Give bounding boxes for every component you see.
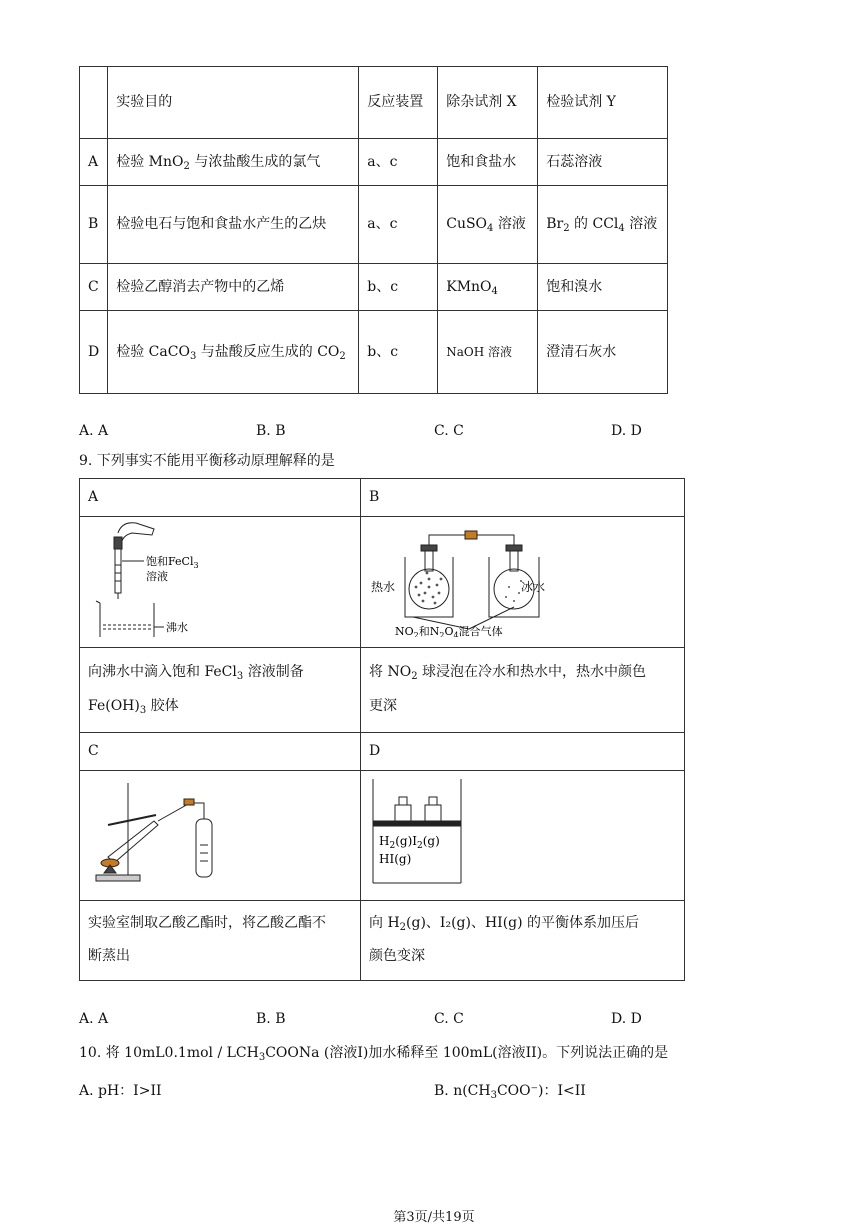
page-footer: 第3页/共19页 <box>393 1210 475 1225</box>
option-a[interactable]: A. A <box>79 1011 109 1027</box>
header-cell: 实验目的 <box>108 67 359 139</box>
desc-b: 将 $NO_2$ 球浸泡在冷水和热水中，热水中颜色 更深 <box>361 647 685 732</box>
option-b[interactable]: B. B <box>256 423 286 439</box>
gas-label-line1: $H_2(g)I_2(g)$ <box>379 834 440 852</box>
ice-water-label: 冰水 <box>521 580 546 594</box>
figure-d-cell <box>361 770 685 900</box>
header-cell: 检验试剂 Y <box>538 67 668 139</box>
cell-label-d: D <box>361 732 685 770</box>
reagent-table <box>79 66 668 394</box>
figure-c-cell <box>80 770 361 900</box>
question-9-table <box>79 478 685 981</box>
cell-label-b: B <box>361 479 685 517</box>
option-b[interactable]: B. $n(CH_3COO^-)$：I<II <box>434 1083 586 1101</box>
header-cell: 除杂试剂 X <box>438 67 538 139</box>
table-row: A 检验 MnO$_2$ 与浓盐酸生成的氯气 a、c 饱和食盐水 石蕊溶液 <box>80 139 668 186</box>
table-row: D 检验 CaCO$_3$ 与盐酸反应生成的 $CO_2$ b、c NaOH 溶液 澄清石灰水 <box>80 311 668 394</box>
header-cell: 反应装置 <box>359 67 438 139</box>
question-9-stem: 9. 下列事实不能用平衡移动原理解释的是 <box>79 453 335 469</box>
gas-label-line2: HI(g) <box>379 852 412 867</box>
cell-label-c: C <box>80 732 361 770</box>
desc-a: 向沸水中滴入饱和 FeCl$_3$ 溶液制备 $Fe(OH)_3$ 胶体 <box>80 647 361 732</box>
table-row: B 检验电石与饱和食盐水产生的乙炔 a、c CuSO$_4$ 溶液 $Br_2$ 的 CCl$_4$ 溶液 <box>80 186 668 264</box>
solution-label: 溶液 <box>146 570 168 583</box>
desc-d: 向 $H_2(g)$、I₂(g)、HI(g) 的平衡体系加压后 颜色变深 <box>361 900 685 980</box>
option-a[interactable]: A. pH：I>II <box>79 1083 162 1099</box>
figure-b-cell <box>361 517 685 648</box>
question-10-stem: 10. 将 $10mL0.1mol / LCH_3COONa$ (溶液I)加水稀释至 100mL(溶液II)。下列说法正确的是 <box>79 1045 669 1063</box>
desc-c: 实验室制取乙酸乙酯时，将乙酸乙酯不 断蒸出 <box>80 900 361 980</box>
fecl3-label: 饱和FeCl$_3$ <box>146 555 199 570</box>
option-c[interactable]: C. C <box>434 423 464 439</box>
hot-water-label: 热水 <box>371 580 396 594</box>
option-c[interactable]: C. C <box>434 1011 464 1027</box>
figure-a-cell <box>80 517 361 648</box>
ester-distillation-figure <box>88 775 228 885</box>
table-row: C 检验乙醇消去产物中的乙烯 b、c KMnO$_4$ 饱和溴水 <box>80 264 668 311</box>
header-cell <box>80 67 108 139</box>
gas-mixture-label: $NO_2$和$N_2O_4$混合气体 <box>395 625 503 637</box>
option-d[interactable]: D. D <box>611 1011 642 1027</box>
option-b[interactable]: B. B <box>256 1011 286 1027</box>
no2-flask-figure <box>369 517 559 637</box>
cell-label-a: A <box>80 479 361 517</box>
boiling-water-label: 沸水 <box>166 621 188 634</box>
fecl3-dropper-figure <box>88 517 218 637</box>
option-a[interactable]: A. A <box>79 423 109 439</box>
piston-figure <box>369 775 469 885</box>
option-d[interactable]: D. D <box>611 423 642 439</box>
